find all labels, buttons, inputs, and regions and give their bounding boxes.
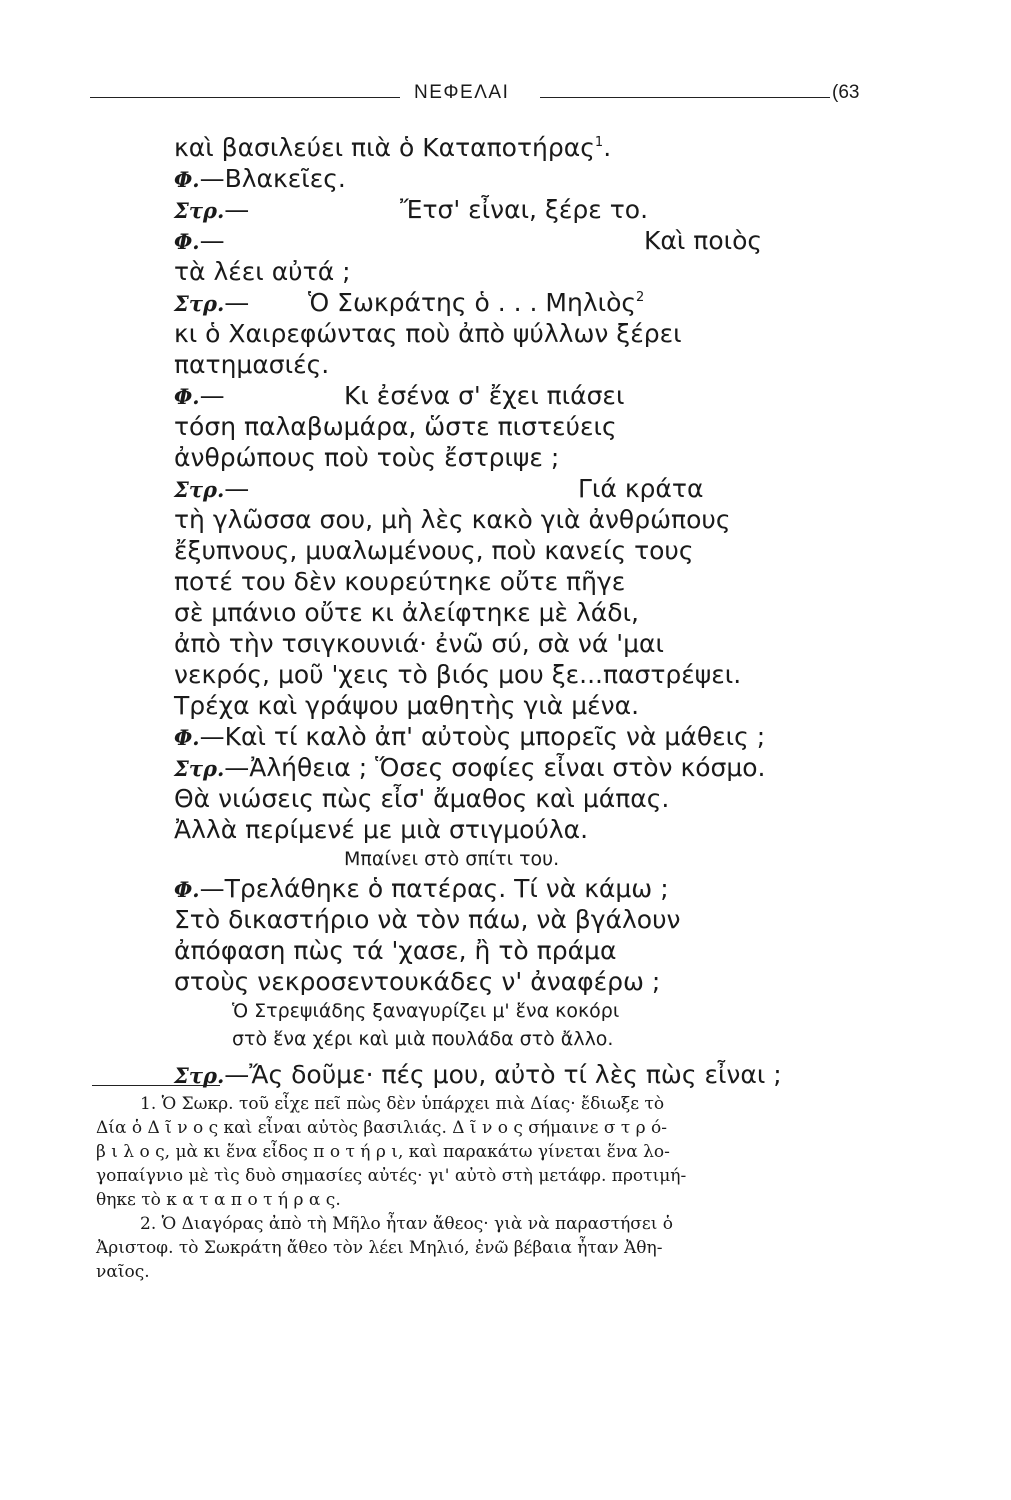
- footnote-line: Ἀριστοφ. τὸ Σωκράτη ἄθεο τὸν λέει Μηλιό, ἐνῶ βέβαια ἦταν Ἀθη-: [96, 1238, 663, 1258]
- verse-line: Στὸ δικαστήριο νὰ τὸν πάω, νὰ βγάλουν: [174, 905, 681, 934]
- speaker-label: Στρ.: [174, 1063, 225, 1088]
- running-title: ΝΕΦΕΛΑΙ: [414, 82, 510, 103]
- verse-line: πατημασιές.: [174, 350, 330, 379]
- speaker-label: Φ.: [174, 167, 200, 192]
- verse-line: σὲ μπάνιο οὔτε κι ἀλείφτηκε μὲ λάδι,: [174, 598, 639, 627]
- footnote-ref: 2: [636, 290, 645, 305]
- verse-line: κι ὁ Χαιρεφώντας ποὺ ἀπὸ ψύλλων ξέρει: [174, 319, 682, 348]
- verse-line: νεκρός, μοῦ 'χεις τὸ βιός μου ξε...παστρέψει.: [174, 660, 742, 689]
- verse-line: ἀπὸ τὴν τσιγκουνιά· ἐνῶ σύ, σὰ νά 'μαι: [174, 629, 664, 658]
- verse-line: Φ.—Βλακεῖες.: [174, 164, 346, 193]
- footnote-rule: [92, 1085, 220, 1086]
- verse-line: Θὰ νιώσεις πὼς εἶσ' ἄμαθος καὶ μάπας.: [174, 784, 670, 813]
- stage-direction: Μπαίνει στὸ σπίτι του.: [344, 848, 560, 870]
- verse-line: τόση παλαβωμάρα, ὥστε πιστεύεις: [174, 412, 617, 441]
- footnote-line: 1. Ὁ Σωκρ. τοῦ εἶχε πεῖ πὼς δὲν ὑπάρχει πιὰ Δίας· ἔδιωξε τὸ: [140, 1094, 665, 1114]
- verse-line: Φ.—Τρελάθηκε ὁ πατέρας. Τί νὰ κάμω ;: [174, 874, 669, 903]
- verse-line: Ἀλλὰ περίμενέ με μιὰ στιγμούλα.: [174, 815, 589, 844]
- verse-line: Στρ.— Ἔτσ' εἶναι, ξέρε το.: [174, 195, 649, 224]
- speaker-label: Στρ.: [174, 291, 225, 316]
- speaker-label: Στρ.: [174, 477, 225, 502]
- speaker-label: Στρ.: [174, 756, 225, 781]
- verse-line: Φ.—Καὶ τί καλὸ ἀπ' αὐτοὺς μπορεῖς νὰ μάθεις ;: [174, 722, 766, 751]
- header-rule-right: [540, 97, 830, 98]
- header-rule-left: [90, 97, 400, 98]
- verse-line: Στρ.— Γιά κράτα: [174, 474, 704, 503]
- speaker-label: Φ.: [174, 229, 200, 254]
- footnote-ref: 1: [594, 135, 604, 150]
- verse-line: ἀπόφαση πὼς τά 'χασε, ἢ τὸ πράμα: [174, 936, 617, 965]
- stage-direction: στὸ ἕνα χέρι καὶ μιὰ πουλάδα στὸ ἄλλο.: [232, 1028, 614, 1050]
- play-text: [174, 132, 874, 1090]
- speaker-label: Φ.: [174, 384, 200, 409]
- footnote-line: θηκε τὸ κ α τ α π ο τ ή ρ α ς.: [96, 1190, 341, 1210]
- footnote-line: ναῖος.: [96, 1262, 150, 1282]
- verse-line: τὴ γλῶσσα σου, μὴ λὲς κακὸ γιὰ ἀνθρώπους: [174, 505, 731, 534]
- stage-direction: Ὁ Στρεψιάδης ξαναγυρίζει μ' ἕνα κοκόρι: [232, 1000, 620, 1022]
- speaker-label: Φ.: [174, 877, 200, 902]
- verse-line: Στρ.—Ἄς δοῦμε· πές μου, αὐτὸ τί λὲς πὼς εἶναι ;: [174, 1060, 782, 1089]
- footnote-line: β ι λ ο ς, μὰ κι ἕνα εἶδος π ο τ ή ρ ι, καὶ παρακάτω γίνεται ἕνα λο-: [96, 1142, 670, 1162]
- footnote-line: Δία ὁ Δ ῖ ν ο ς καὶ εἶναι αὐτὸς βασιλιάς. Δ ῖ ν ο ς σήμαινε σ τ ρ ό-: [96, 1118, 668, 1138]
- footnote-line: γοπαίγνιο μὲ τὶς δυὸ σημασίες αὐτές· γι' αὐτὸ στὴ μετάφρ. προτιμή-: [96, 1166, 687, 1186]
- footnotes: [96, 1092, 886, 1284]
- verse-line: Στρ.—Ἀλήθεια ; Ὅσες σοφίες εἶναι στὸν κόσμο.: [174, 753, 766, 782]
- verse-line: Στρ.— Ὁ Σωκράτης ὁ . . . Μηλιὸς$^2$: [174, 288, 645, 317]
- running-header: [90, 80, 890, 110]
- verse-line: στοὺς νεκροσεντουκάδες ν' ἀναφέρω ;: [174, 967, 661, 996]
- verse-line: Φ.— Κι ἐσένα σ' ἔχει πιάσει: [174, 381, 625, 410]
- footnote-line: 2. Ὁ Διαγόρας ἀπὸ τὴ Μῆλο ἦταν ἄθεος· γιὰ νὰ παραστήσει ὁ: [140, 1214, 674, 1234]
- speaker-label: Στρ.: [174, 198, 225, 223]
- verse-line: ἀνθρώπους ποὺ τοὺς ἔστριψε ;: [174, 443, 560, 472]
- page-number: (63: [832, 82, 860, 103]
- verse-line: Φ.— Καὶ ποιὸς: [174, 226, 763, 255]
- verse-line: ἔξυπνους, μυαλωμένους, ποὺ κανείς τους: [174, 536, 694, 565]
- verse-line: Τρέχα καὶ γράψου μαθητὴς γιὰ μένα.: [174, 691, 640, 720]
- verse-line: ποτέ του δὲν κουρεύτηκε οὔτε πῆγε: [174, 567, 626, 596]
- verse-line: τὰ λέει αὐτά ;: [174, 257, 351, 286]
- speaker-label: Φ.: [174, 725, 200, 750]
- verse-line: καὶ βασιλεύει πιὰ ὁ Καταποτήρας$^1$.: [174, 133, 612, 162]
